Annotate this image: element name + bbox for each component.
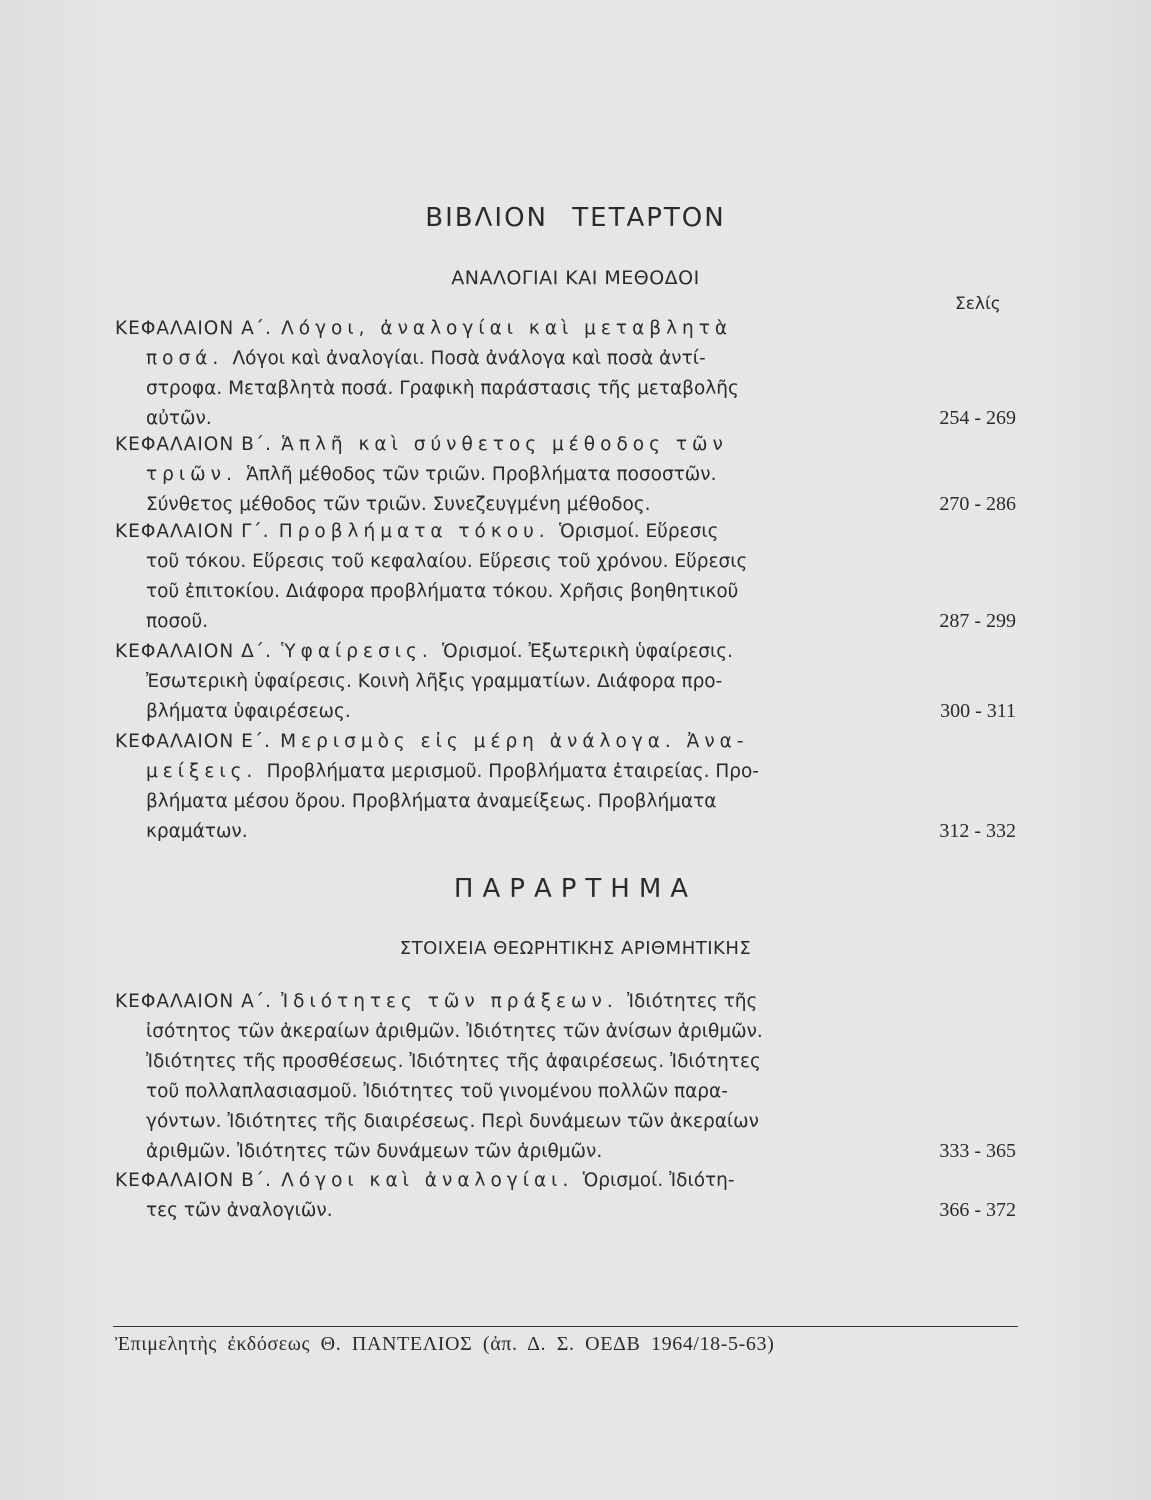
chapter-topics: Ἰδιότητες τῆς: [626, 991, 758, 1012]
chapter-label: ΚΕΦΑΛΑΙΟΝ Α΄.: [115, 318, 272, 339]
pages-column-header: Σελίς: [955, 294, 1001, 314]
chapter-topics: Ἁπλῆ μέθοδος τῶν τριῶν. Προβλήματα ποσοστῶν.: [246, 464, 717, 485]
appendix-title: ΠΑΡΑΡΤΗΜΑ: [453, 874, 698, 904]
appendix-subtitle: ΣΤΟΙΧΕΙΑ ΘΕΩΡΗΤΙΚΗΣ ΑΡΙΘΜΗΤΙΚΗΣ: [399, 938, 752, 959]
footer-divider: [113, 1326, 1018, 1327]
toc-entry-line: [146, 1200, 333, 1221]
chapter-title: Προβλήματα τόκου.: [278, 521, 550, 542]
chapter-topics: στροφα. Μεταβλητὰ ποσά. Γραφικὴ παράστασις τῆς μεταβολῆς: [146, 378, 739, 399]
toc-entry-line: [146, 408, 212, 429]
page-range: 254 - 269: [939, 407, 1016, 429]
chapter-label: ΚΕΦΑΛΑΙΟΝ Α΄.: [115, 991, 272, 1012]
chapter-title: μείξεις.: [146, 761, 258, 782]
page-range: 312 - 332: [939, 820, 1016, 842]
chapter-topics: βλήματα μέσου ὅρου. Προβλήματα ἀναμείξεως. Προβλήματα: [146, 791, 717, 812]
toc-entry-line: [146, 791, 716, 812]
chapter-label: ΚΕΦΑΛΑΙΟΝ Γ΄.: [115, 521, 270, 542]
chapter-topics: κραμάτων.: [146, 821, 248, 842]
book-title: ΒΙΒΛΙΟΝ ΤΕΤΑΡΤΟΝ: [425, 203, 726, 233]
toc-entry-line: [146, 1051, 761, 1072]
toc-entry-line: [115, 521, 718, 542]
chapter-topics: βλήματα ὑφαιρέσεως.: [146, 701, 351, 722]
toc-entry-line: [146, 671, 722, 692]
chapter-topics: αὐτῶν.: [146, 408, 212, 429]
toc-entry-line: [146, 581, 738, 602]
chapter-topics: τοῦ πολλαπλασιασμοῦ. Ἰδιότητες τοῦ γινομένου πολλῶν παρα-: [146, 1081, 728, 1102]
chapter-topics: τοῦ ἐπιτοκίου. Διάφορα προβλήματα τόκου. Χρῆσις βοηθητικοῦ: [146, 581, 739, 602]
chapter-topics: Ὁρισμοί. Ἐξωτερικὴ ὑφαίρεσις.: [442, 641, 733, 662]
page-range: 300 - 311: [940, 700, 1016, 722]
chapter-title: Μερισμὸς εἰς μέρη ἀνάλογα. Ἀνα-: [280, 731, 749, 752]
chapter-title: Ἰδιότητες τῶν πράξεων.: [281, 991, 618, 1012]
chapter-topics: ποσοῦ.: [146, 611, 209, 632]
chapter-title: Ἁπλῆ καὶ σύνθετος μέθοδος τῶν: [281, 434, 728, 455]
chapter-label: ΚΕΦΑΛΑΙΟΝ Β΄.: [115, 1170, 272, 1191]
toc-entry-line: [146, 348, 706, 369]
toc-entry-line: [146, 1111, 759, 1132]
chapter-topics: Ὁρισμοί. Εὕρεσις: [558, 521, 719, 542]
chapter-topics: ἰσότητος τῶν ἀκεραίων ἀριθμῶν. Ἰδιότητες τῶν ἀνίσων ἀριθμῶν.: [146, 1021, 763, 1042]
chapter-topics: Σύνθετος μέθοδος τῶν τριῶν. Συνεζευγμένη μέθοδος.: [146, 494, 651, 515]
chapter-topics: τες τῶν ἀναλογιῶν.: [146, 1200, 333, 1221]
chapter-label: ΚΕΦΑΛΑΙΟΝ Β΄.: [115, 434, 272, 455]
page-range: 287 - 299: [939, 610, 1016, 632]
chapter-title: τριῶν.: [146, 464, 237, 485]
chapter-topics: γόντων. Ἰδιότητες τῆς διαιρέσεως. Περὶ δυνάμεων τῶν ἀκεραίων: [146, 1111, 759, 1132]
chapter-topics: ἀριθμῶν. Ἰδιότητες τῶν δυνάμεων τῶν ἀριθμῶν.: [146, 1141, 603, 1162]
chapter-title: Λόγοι καὶ ἀναλογίαι.: [281, 1170, 574, 1191]
toc-entry-line: [146, 464, 717, 485]
toc-entry-line: [146, 611, 208, 632]
chapter-title: Λόγοι, ἀναλογίαι καὶ μεταβλητὰ: [281, 318, 733, 339]
toc-entry-line: [146, 1081, 728, 1102]
toc-entry-line: [115, 641, 733, 662]
toc-entry-line: [146, 494, 651, 515]
toc-entry-line: [146, 1141, 602, 1162]
chapter-topics: Ἰδιότητες τῆς προσθέσεως. Ἰδιότητες τῆς ἀφαιρέσεως. Ἰδιότητες: [146, 1051, 761, 1072]
edition-footer: Ἐπιμελητὴς ἐκδόσεως Θ. ΠΑΝΤΕΛΙΟΣ (ἀπ. Δ. Σ. ΟΕΔΒ 1964/18-5-63): [115, 1333, 775, 1355]
toc-entry-line: [115, 1170, 735, 1191]
toc-entry-line: [146, 1021, 763, 1042]
chapter-topics: Προβλήματα μερισμοῦ. Προβλήματα ἑταιρείας. Προ-: [266, 761, 759, 782]
page-range: 333 - 365: [939, 1140, 1016, 1162]
toc-entry-line: [146, 378, 739, 399]
chapter-topics: Ὁρισμοί. Ἰδιότη-: [582, 1170, 735, 1191]
chapter-title: Ὑφαίρεσις.: [281, 641, 433, 662]
toc-entry-line: [146, 761, 759, 782]
chapter-topics: Λόγοι καὶ ἀναλογίαι. Ποσὰ ἀνάλογα καὶ ποσὰ ἀντί-: [232, 348, 706, 369]
toc-entry-line: [115, 991, 757, 1012]
toc-entry-line: [115, 434, 728, 455]
toc-entry-line: [146, 821, 248, 842]
chapter-label: ΚΕΦΑΛΑΙΟΝ Ε΄.: [115, 731, 271, 752]
book-subtitle: ΑΝΑΛΟΓΙΑΙ ΚΑΙ ΜΕΘΟΔΟΙ: [451, 267, 700, 289]
toc-entry-line: [115, 318, 732, 339]
toc-entry-line: [115, 731, 749, 752]
page-range: 270 - 286: [939, 493, 1016, 515]
chapter-topics: τοῦ τόκου. Εὕρεσις τοῦ κεφαλαίου. Εὕρεσις τοῦ χρόνου. Εὕρεσις: [146, 551, 748, 572]
page-range: 366 - 372: [939, 1199, 1016, 1221]
chapter-title: ποσά.: [146, 348, 224, 369]
chapter-topics: Ἐσωτερικὴ ὑφαίρεσις. Κοινὴ λῆξις γραμματίων. Διάφορα προ-: [146, 671, 723, 692]
toc-entry-line: [146, 551, 747, 572]
toc-entry-line: [146, 701, 351, 722]
chapter-label: ΚΕΦΑΛΑΙΟΝ Δ΄.: [115, 641, 272, 662]
